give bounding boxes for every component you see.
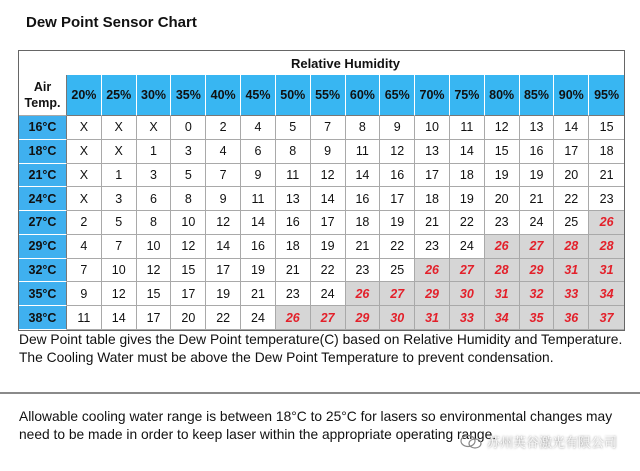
humidity-column-header: 90%	[554, 75, 589, 116]
corner-label-line2: Temp.	[24, 96, 61, 110]
dew-point-cell: 18	[589, 140, 624, 164]
dew-point-cell: 15	[137, 282, 172, 306]
dew-point-cell: 12	[102, 282, 137, 306]
wechat-icon	[460, 434, 482, 450]
dew-point-cell-warning: 30	[380, 306, 415, 330]
dew-point-cell: 12	[171, 235, 206, 259]
dew-point-cell: 13	[415, 140, 450, 164]
dew-point-cell-warning: 27	[520, 235, 555, 259]
dew-point-cell: 10	[415, 116, 450, 140]
dew-point-cell: 19	[450, 187, 485, 211]
dew-point-cell: 9	[241, 164, 276, 188]
dew-point-cell-warning: 26	[346, 282, 381, 306]
dew-point-explanation: Dew Point table gives the Dew Point temperature(C) based on Relative Humidity and Temperature. The Cooling Water must be above the Dew Point Temperature to prevent condensation.	[19, 332, 623, 365]
dew-point-cell: 23	[346, 259, 381, 283]
dew-point-cell: 19	[380, 211, 415, 235]
dew-point-cell: 19	[311, 235, 346, 259]
dew-point-cell: 22	[380, 235, 415, 259]
dew-point-cell: 22	[206, 306, 241, 330]
dew-point-cell-warning: 31	[554, 259, 589, 283]
dew-point-cell: 19	[485, 164, 520, 188]
dew-point-cell: 17	[415, 164, 450, 188]
dew-point-cell: 12	[380, 140, 415, 164]
dew-point-cell: 10	[137, 235, 172, 259]
dew-point-cell: X	[102, 116, 137, 140]
humidity-column-header: 60%	[346, 75, 381, 116]
dew-point-cell: 14	[450, 140, 485, 164]
dew-point-cell: 16	[276, 211, 311, 235]
dew-point-cell: 18	[346, 211, 381, 235]
dew-point-cell: 19	[206, 282, 241, 306]
dew-point-cell: 18	[276, 235, 311, 259]
dew-point-cell: 11	[67, 306, 102, 330]
humidity-column-header: 50%	[276, 75, 311, 116]
dew-point-cell: 14	[241, 211, 276, 235]
dew-point-cell: 19	[241, 259, 276, 283]
dew-point-cell: 14	[206, 235, 241, 259]
dew-point-cell: 22	[554, 187, 589, 211]
dew-point-cell: 9	[380, 116, 415, 140]
dew-point-cell: 24	[450, 235, 485, 259]
dew-point-cell: 21	[346, 235, 381, 259]
humidity-column-header: 35%	[171, 75, 206, 116]
humidity-column-header: 40%	[206, 75, 241, 116]
dew-point-cell: 21	[415, 211, 450, 235]
watermark	[460, 432, 617, 451]
dew-point-cell: 21	[520, 187, 555, 211]
dew-point-cell: 25	[554, 211, 589, 235]
dew-point-cell-warning: 31	[589, 259, 624, 283]
dew-point-cell-warning: 26	[589, 211, 624, 235]
dew-point-cell: 8	[137, 211, 172, 235]
dew-point-cell: 23	[589, 187, 624, 211]
dew-point-cell: 3	[137, 164, 172, 188]
dew-point-cell: 12	[206, 211, 241, 235]
dew-point-cell: 9	[67, 282, 102, 306]
dew-point-cell-warning: 36	[554, 306, 589, 330]
dew-point-cell: 22	[311, 259, 346, 283]
dew-point-cell: 20	[485, 187, 520, 211]
dew-point-cell: 14	[554, 116, 589, 140]
dew-point-cell-warning: 35	[520, 306, 555, 330]
dew-point-cell: 12	[137, 259, 172, 283]
humidity-column-header: 95%	[589, 75, 624, 116]
dew-point-cell: 2	[206, 116, 241, 140]
dew-point-cell: 17	[311, 211, 346, 235]
dew-point-cell: 23	[415, 235, 450, 259]
humidity-column-header: 85%	[520, 75, 555, 116]
dew-point-cell: 12	[485, 116, 520, 140]
dew-point-cell: 3	[171, 140, 206, 164]
dew-point-cell: 9	[206, 187, 241, 211]
dew-point-cell: 20	[171, 306, 206, 330]
air-temp-row-header: 32°C	[19, 259, 67, 283]
dew-point-cell-warning: 26	[485, 235, 520, 259]
air-temp-row-header: 16°C	[19, 116, 67, 140]
dew-point-cell: 10	[171, 211, 206, 235]
dew-point-cell: 8	[276, 140, 311, 164]
dew-point-cell: 7	[311, 116, 346, 140]
watermark-text: 苏州英谷激光有限公司	[487, 435, 618, 450]
dew-point-cell: 6	[241, 140, 276, 164]
dew-point-cell: 11	[450, 116, 485, 140]
humidity-column-header: 70%	[415, 75, 450, 116]
dew-point-cell: 17	[137, 306, 172, 330]
dew-point-cell: 11	[241, 187, 276, 211]
dew-point-cell-warning: 34	[589, 282, 624, 306]
humidity-column-header: 45%	[241, 75, 276, 116]
dew-point-table	[18, 50, 625, 331]
dew-point-cell-warning: 33	[554, 282, 589, 306]
dew-point-cell-warning: 27	[311, 306, 346, 330]
dew-point-cell: 21	[276, 259, 311, 283]
dew-point-cell: 1	[102, 164, 137, 188]
dew-point-cell: 21	[241, 282, 276, 306]
dew-point-cell: 17	[206, 259, 241, 283]
dew-point-cell: 14	[311, 187, 346, 211]
dew-point-cell-warning: 29	[520, 259, 555, 283]
dew-point-grid	[19, 75, 624, 330]
dew-point-cell: 7	[102, 235, 137, 259]
air-temp-row-header: 27°C	[19, 211, 67, 235]
humidity-column-header: 75%	[450, 75, 485, 116]
dew-point-cell: X	[67, 116, 102, 140]
humidity-column-header: 30%	[137, 75, 172, 116]
air-temp-row-header: 35°C	[19, 282, 67, 306]
dew-point-cell: 24	[241, 306, 276, 330]
dew-point-cell: X	[137, 116, 172, 140]
dew-point-cell: 3	[102, 187, 137, 211]
dew-point-cell-warning: 28	[554, 235, 589, 259]
dew-point-cell: X	[102, 140, 137, 164]
dew-point-cell: 19	[520, 164, 555, 188]
dew-point-cell: 16	[520, 140, 555, 164]
dew-point-cell: X	[67, 164, 102, 188]
dew-point-cell: 16	[380, 164, 415, 188]
dew-point-cell: 24	[311, 282, 346, 306]
dew-point-cell: 13	[520, 116, 555, 140]
dew-point-cell: 12	[311, 164, 346, 188]
dew-point-cell: 9	[311, 140, 346, 164]
dew-point-cell: 24	[520, 211, 555, 235]
dew-point-cell-warning: 28	[589, 235, 624, 259]
dew-point-cell: 11	[346, 140, 381, 164]
chart-title: Dew Point Sensor Chart	[26, 14, 197, 31]
air-temp-corner-header	[19, 75, 67, 116]
dew-point-cell: 25	[380, 259, 415, 283]
dew-point-cell: 5	[276, 116, 311, 140]
dew-point-cell: 4	[206, 140, 241, 164]
dew-point-cell: 17	[554, 140, 589, 164]
dew-point-cell: 4	[241, 116, 276, 140]
dew-point-cell: 8	[346, 116, 381, 140]
dew-point-cell-warning: 26	[415, 259, 450, 283]
dew-point-cell-warning: 33	[450, 306, 485, 330]
dew-point-cell: 4	[67, 235, 102, 259]
dew-point-cell: 18	[415, 187, 450, 211]
dew-point-cell: 10	[102, 259, 137, 283]
dew-point-cell: 15	[171, 259, 206, 283]
dew-point-cell-warning: 32	[520, 282, 555, 306]
dew-point-cell: 13	[276, 187, 311, 211]
air-temp-row-header: 29°C	[19, 235, 67, 259]
dew-point-cell: 22	[450, 211, 485, 235]
dew-point-cell: 0	[171, 116, 206, 140]
dew-point-cell-warning: 30	[450, 282, 485, 306]
humidity-column-header: 65%	[380, 75, 415, 116]
relative-humidity-title: Relative Humidity	[290, 56, 401, 71]
humidity-column-header: 20%	[67, 75, 102, 116]
dew-point-cell: X	[67, 140, 102, 164]
dew-point-cell: 17	[171, 282, 206, 306]
dew-point-cell: 14	[102, 306, 137, 330]
dew-point-cell: 11	[276, 164, 311, 188]
humidity-column-header: 80%	[485, 75, 520, 116]
dew-point-cell: 23	[276, 282, 311, 306]
dew-point-cell-warning: 29	[415, 282, 450, 306]
dew-point-cell: 18	[450, 164, 485, 188]
humidity-column-header: 25%	[102, 75, 137, 116]
air-temp-row-header: 18°C	[19, 140, 67, 164]
air-temp-row-header: 38°C	[19, 306, 67, 330]
dew-point-cell: 15	[485, 140, 520, 164]
dew-point-cell: 20	[554, 164, 589, 188]
dew-point-cell-warning: 31	[485, 282, 520, 306]
dew-point-cell-warning: 31	[415, 306, 450, 330]
dew-point-cell: X	[67, 187, 102, 211]
dew-point-cell-warning: 26	[276, 306, 311, 330]
corner-label-line1: Air	[33, 80, 52, 94]
dew-point-cell-warning: 28	[485, 259, 520, 283]
humidity-column-header: 55%	[311, 75, 346, 116]
dew-point-cell: 16	[241, 235, 276, 259]
dew-point-cell: 7	[67, 259, 102, 283]
dew-point-cell-warning: 29	[346, 306, 381, 330]
dew-point-cell: 8	[171, 187, 206, 211]
dew-point-cell: 21	[589, 164, 624, 188]
dew-point-cell-warning: 37	[589, 306, 624, 330]
air-temp-row-header: 21°C	[19, 164, 67, 188]
dew-point-cell: 7	[206, 164, 241, 188]
dew-point-cell-warning: 34	[485, 306, 520, 330]
dew-point-cell: 23	[485, 211, 520, 235]
dew-point-cell: 17	[380, 187, 415, 211]
air-temp-row-header: 24°C	[19, 187, 67, 211]
dew-point-cell-warning: 27	[380, 282, 415, 306]
dew-point-cell: 15	[589, 116, 624, 140]
dew-point-cell-warning: 27	[450, 259, 485, 283]
dew-point-cell: 1	[137, 140, 172, 164]
section-divider	[0, 392, 640, 394]
dew-point-cell: 16	[346, 187, 381, 211]
dew-point-cell: 6	[137, 187, 172, 211]
dew-point-cell: 5	[102, 211, 137, 235]
dew-point-cell: 2	[67, 211, 102, 235]
dew-point-cell: 14	[346, 164, 381, 188]
dew-point-cell: 5	[171, 164, 206, 188]
cooling-water-note: Allowable cooling water range is between 18°C to 25°C for lasers so environmental changes may need to be made in order to keep laser within the appropriate operating range.	[19, 409, 613, 442]
